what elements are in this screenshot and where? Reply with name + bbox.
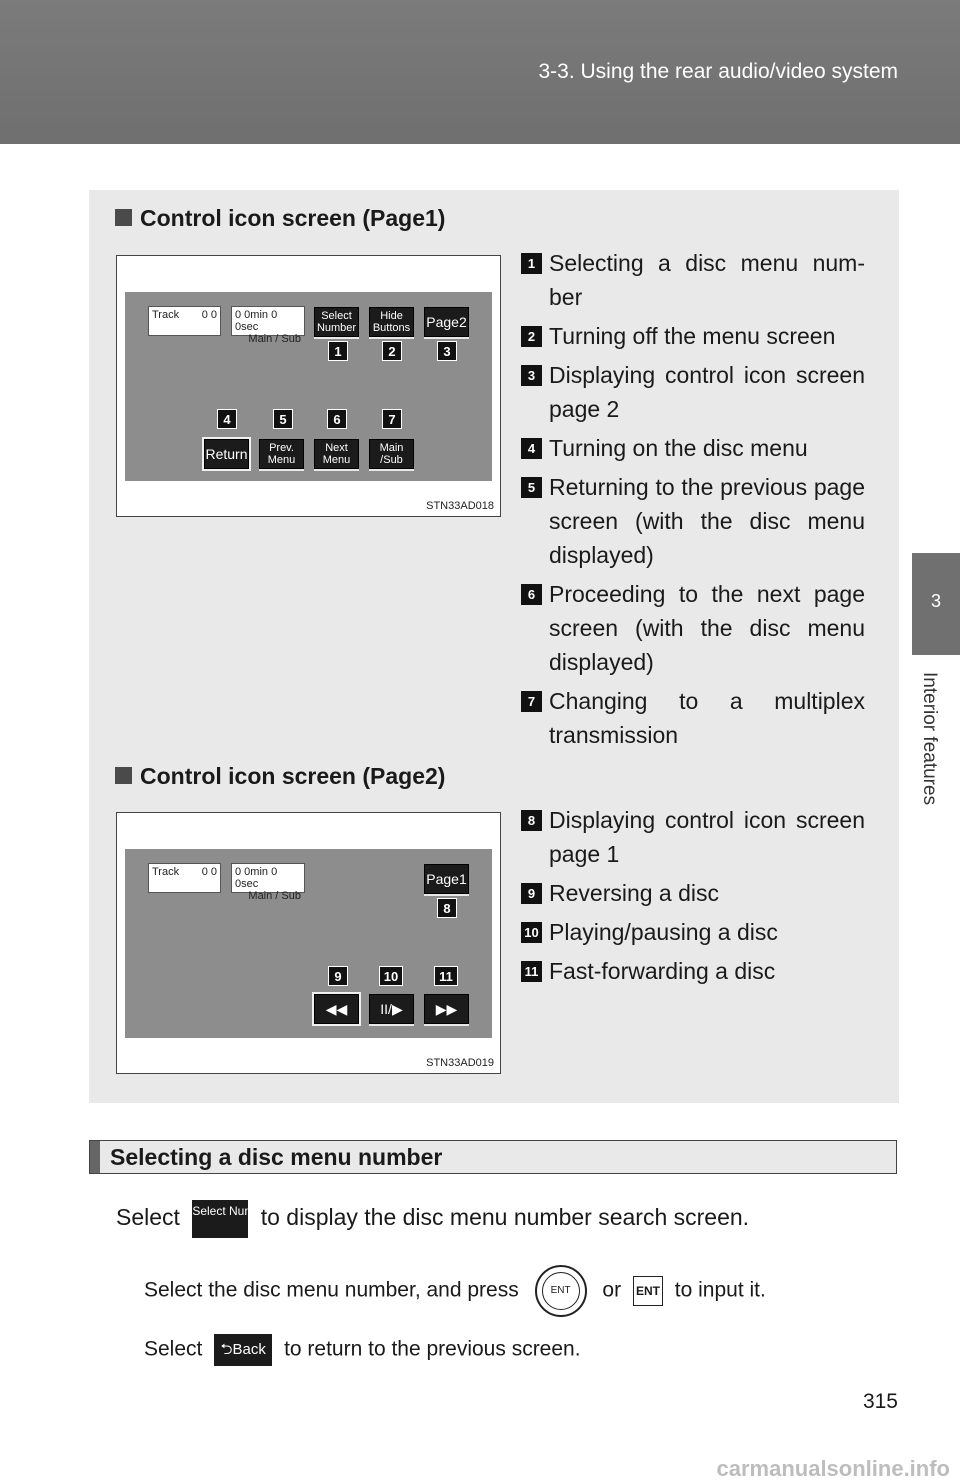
info-panel (89, 190, 899, 1103)
page2-heading: Control icon screen (Page2) (115, 763, 445, 790)
instruction-line-3: Select ⮌Back to return to the previous screen. (144, 1334, 581, 1366)
time-box: 0 0min 0 0sec Main / Sub (231, 306, 305, 336)
marker-3: 3 (437, 341, 457, 361)
page1-legend (521, 246, 865, 757)
time-box: 0 0min 0 0sec Main / Sub (231, 863, 305, 893)
select-number-button[interactable]: Select Number (314, 307, 359, 337)
marker-1: 1 (328, 341, 348, 361)
chapter-tab: 3 (912, 553, 960, 655)
instruction-line-1: Select Select Number to display the disc menu number search screen. (116, 1200, 749, 1238)
main-sub-button[interactable]: Main /Sub (369, 439, 414, 469)
marker-4: 4 (217, 409, 237, 429)
marker-7: 7 (382, 409, 402, 429)
marker-10: 10 (379, 966, 403, 986)
page1-button[interactable]: Page1 (424, 864, 469, 894)
ent-knob-icon: ENT (535, 1265, 587, 1317)
square-bullet-icon (115, 209, 132, 226)
play-pause-button[interactable]: II/▶ (369, 994, 414, 1024)
back-icon: ⮌Back (214, 1334, 272, 1366)
page-number: 315 (862, 1390, 898, 1413)
page1-heading: Control icon screen (Page1) (115, 205, 445, 232)
page2-button[interactable]: Page2 (424, 307, 469, 337)
marker-9: 9 (328, 966, 348, 986)
legend-item: 6 Proceeding to the next page screen (with the disc menu displayed) (521, 577, 865, 679)
legend-item: 9 Reversing a disc (521, 876, 865, 910)
legend-item: 5 Returning to the previous page screen (with the disc menu displayed) (521, 470, 865, 572)
page-header (0, 0, 960, 144)
reverse-button[interactable]: ◀◀ (314, 994, 359, 1024)
fast-forward-button[interactable]: ▶▶ (424, 994, 469, 1024)
marker-2: 2 (382, 341, 402, 361)
image-code: STN33AD018 (426, 500, 494, 512)
marker-8: 8 (437, 898, 457, 918)
legend-item: 1 Selecting a disc menu num-ber (521, 246, 865, 314)
chapter-label: Interior features (919, 672, 940, 806)
legend-item: 8 Displaying control icon screen page 1 (521, 803, 865, 871)
ent-key-icon: ENT (633, 1276, 663, 1306)
section-heading: Selecting a disc menu number (110, 1144, 443, 1170)
watermark: carmanualsonline.info (716, 1456, 950, 1481)
hide-buttons-button[interactable]: Hide Buttons (369, 307, 414, 337)
legend-item: 11 Fast-forwarding a disc (521, 954, 865, 988)
square-bullet-icon (115, 767, 132, 784)
page2-screenshot (116, 812, 501, 1074)
legend-item: 7 Changing to a multiplex transmission (521, 684, 865, 752)
track-box: Track 0 0 (148, 306, 221, 336)
screen-display (125, 849, 492, 1038)
select-number-icon: Select Number (192, 1200, 248, 1238)
legend-item: 4 Turning on the disc menu (521, 431, 865, 465)
return-button[interactable]: Return (204, 439, 249, 469)
screen-display (125, 292, 492, 481)
legend-item: 3 Displaying control icon screen page 2 (521, 358, 865, 426)
legend-item: 10 Playing/pausing a disc (521, 915, 865, 949)
marker-5: 5 (273, 409, 293, 429)
page2-legend (521, 803, 865, 993)
marker-6: 6 (327, 409, 347, 429)
legend-item: 2 Turning off the menu screen (521, 319, 865, 353)
marker-11: 11 (434, 966, 458, 986)
prev-menu-button[interactable]: Prev. Menu (259, 439, 304, 469)
section-heading-bar (89, 1140, 897, 1174)
section-title: 3-3. Using the rear audio/video system (538, 60, 898, 83)
next-menu-button[interactable]: Next Menu (314, 439, 359, 469)
instruction-line-2: Select the disc menu number, and press ENT or ENT to input it. (144, 1265, 766, 1317)
track-box: Track 0 0 (148, 863, 221, 893)
page1-screenshot (116, 255, 501, 517)
image-code: STN33AD019 (426, 1057, 494, 1069)
